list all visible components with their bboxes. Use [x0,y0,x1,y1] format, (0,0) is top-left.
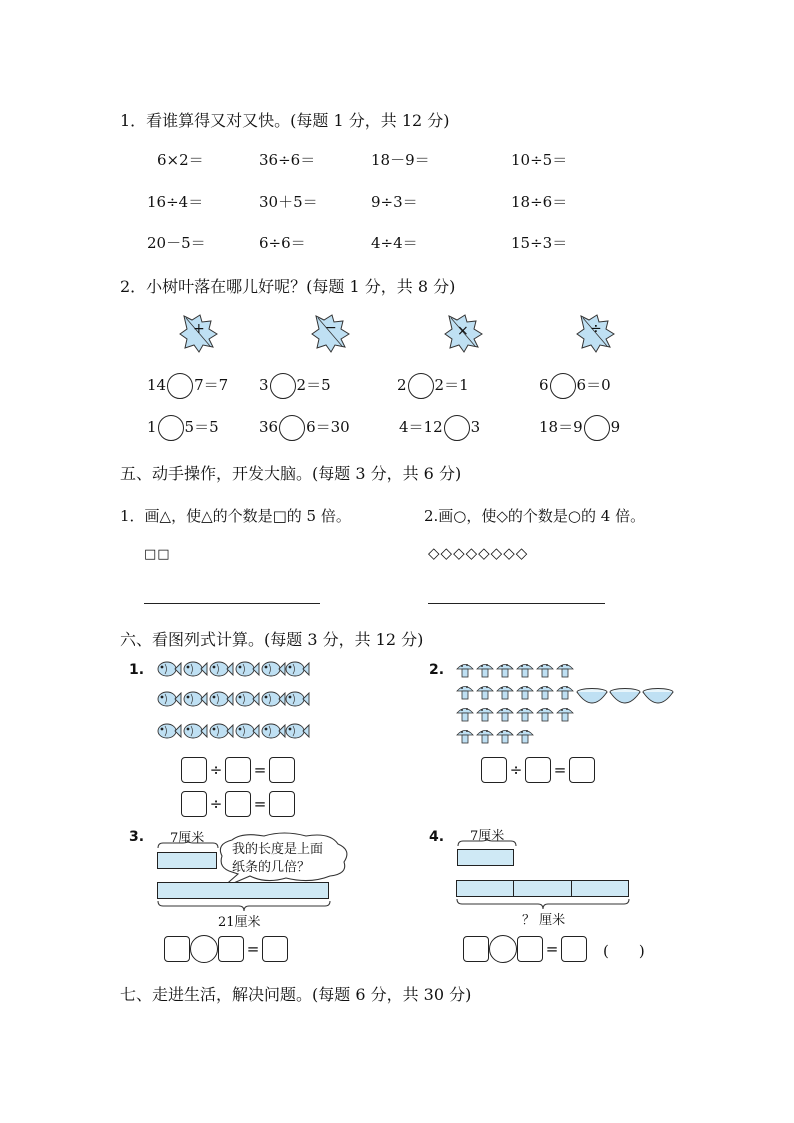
answer-circle[interactable] [279,415,305,441]
q2-equation: 1 5＝5 [147,415,219,441]
q1-item: 15÷3＝ [511,234,568,252]
short-paper-strip [457,849,514,866]
answer-line-2[interactable] [428,603,605,604]
s5-problem-1: 1．画△，使△的个数是□的 5 倍。 [120,507,351,525]
top-brace [457,838,517,848]
answer-circle[interactable] [158,415,184,441]
q1-item: 20－5＝ [147,234,206,252]
q1-item: 6÷6＝ [259,234,306,252]
answer-box[interactable] [269,791,295,817]
answer-box[interactable] [481,757,507,783]
answer-box[interactable] [262,936,288,962]
q1-title: 1．看谁算得又对又快。(每题 1 分，共 12 分) [120,111,450,130]
answer-box[interactable] [225,757,251,783]
q1-item: 9÷3＝ [371,193,418,211]
short-strip-length: 7厘米 [170,831,205,846]
equation-row-4: = [463,935,587,963]
equation-row-3: = [164,935,288,963]
leaf-symbol: − [325,320,337,336]
q1-item: 18－9＝ [371,151,430,169]
answer-box[interactable] [164,936,190,962]
problem-number: 3. [129,829,145,845]
problem-number: 1. [129,662,145,678]
leaf-symbol: + [193,321,205,337]
answer-circle[interactable] [408,373,434,399]
q2-equation: 36 6＝30 [259,415,350,441]
q2-equation: 2 2＝1 [397,373,469,399]
q1-item: 6×2＝ [157,151,204,169]
unit-blank[interactable]: ( ) [603,942,645,960]
q1-item: 36÷6＝ [259,151,316,169]
answer-circle[interactable] [444,415,470,441]
q1-item: 10÷5＝ [511,151,568,169]
q2-title: 2．小树叶落在哪儿好呢？(每题 1 分，共 8 分) [120,277,456,296]
short-strip-length: 7厘米 [470,829,505,844]
answer-box[interactable] [561,936,587,962]
s5-problem-2: 2.画○，使◇的个数是○的 4 倍。 [424,507,646,525]
long-paper-strip [157,882,329,899]
q1-item: 16÷4＝ [147,193,204,211]
answer-circle[interactable] [584,415,610,441]
q1-item: 4÷4＝ [371,234,418,252]
long-strip-length: 21厘米 [218,915,261,930]
answer-box[interactable] [181,791,207,817]
division-row-1: ÷ = [181,757,295,783]
answer-box[interactable] [463,936,489,962]
q1-item: 18÷6＝ [511,193,568,211]
unknown-length: ？ 厘米 [522,913,566,928]
top-brace [157,840,219,850]
bubble-text-line-1: 我的长度是上面 [232,842,324,857]
q2-equation: 4＝12 3 [399,415,480,441]
answer-box[interactable] [181,757,207,783]
short-paper-strip [157,852,217,869]
answer-box[interactable] [225,791,251,817]
answer-box[interactable] [269,757,295,783]
strip-divider [571,880,572,897]
answer-box[interactable] [517,936,543,962]
answer-box[interactable] [525,757,551,783]
division-row-3: ÷ = [481,757,595,783]
fish-group-icon [156,658,312,750]
s5-title: 五、动手操作，开发大脑。(每题 3 分，共 6 分) [120,464,462,483]
q2-equation: 3 2＝5 [259,373,331,399]
long-paper-strip [456,880,629,897]
leaf-symbol: × [457,323,469,339]
q1-item: 30＋5＝ [259,193,318,211]
operator-circle[interactable] [489,935,517,963]
strip-divider [513,880,514,897]
q2-equation: 18＝9 9 [539,415,620,441]
bubble-text-line-2: 纸条的几倍？ [232,860,311,875]
s7-title: 七、走进生活，解决问题。(每题 6 分，共 30 分) [120,985,472,1004]
s6-title: 六、看图列式计算。(每题 3 分，共 12 分) [120,630,424,649]
problem-number: 2. [429,662,445,678]
division-row-2: ÷ = [181,791,295,817]
answer-line-1[interactable] [144,603,320,604]
q2-equation: 6 6＝0 [539,373,611,399]
answer-circle[interactable] [270,373,296,399]
problem-number: 4. [429,829,445,845]
answer-circle[interactable] [167,373,193,399]
operator-circle[interactable] [190,935,218,963]
q2-equation: 14 7＝7 [147,373,228,399]
answer-box[interactable] [218,936,244,962]
square-shapes: □□ [144,547,171,562]
mushrooms-bowls-icon [456,658,676,746]
answer-circle[interactable] [550,373,576,399]
diamond-shapes: ◇◇◇◇◇◇◇◇ [428,544,529,562]
answer-box[interactable] [569,757,595,783]
leaf-symbol: ÷ [590,321,602,337]
